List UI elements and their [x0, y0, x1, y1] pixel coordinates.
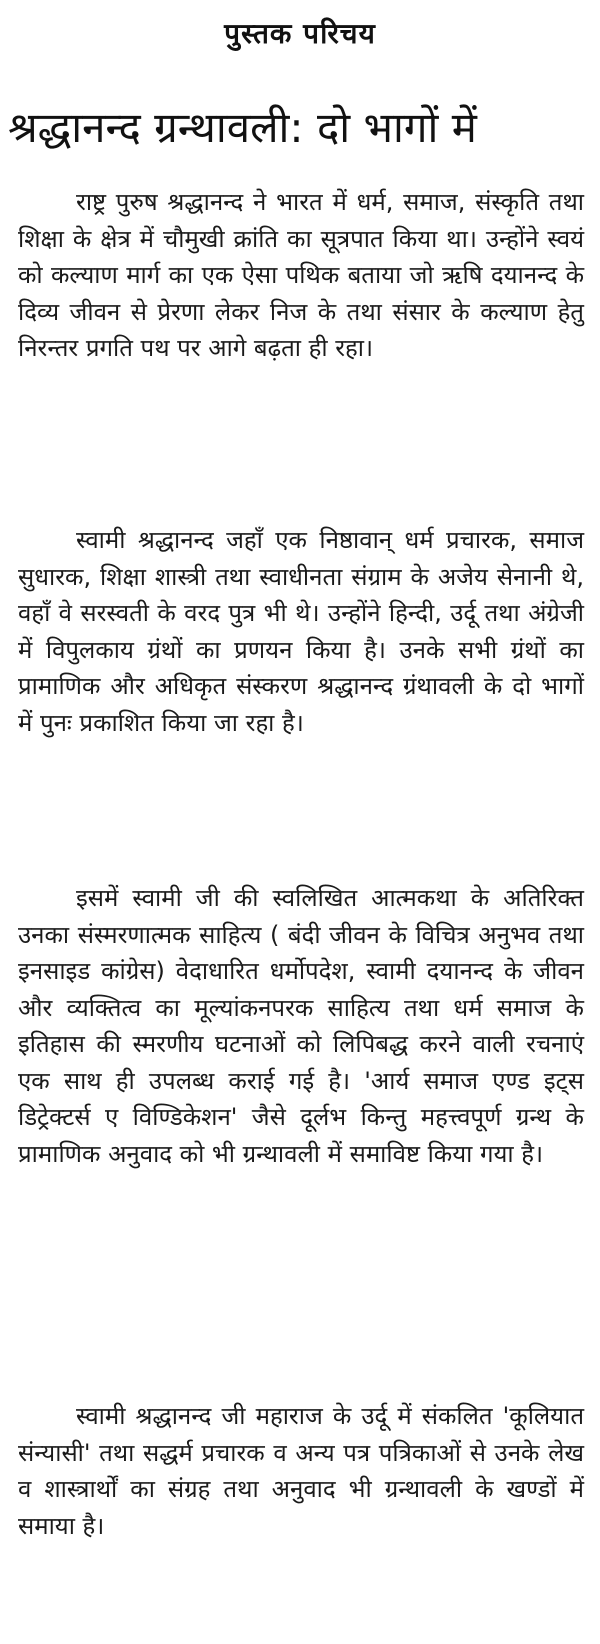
body-paragraph-4: स्वामी श्रद्धानन्द जी महाराज के उर्दू में संकलित 'कूलियात संन्यासी' तथा सद्धर्म प्रचारक व अन्य पत्र पत्रिकाओं से उनके लेख व शास्त्रार्थों का संग्रह तथा अनुवाद भी ग्रन्थावली के खण्डों में समाया है।	[18, 1402, 584, 1540]
article-headline: श्रद्धानन्द ग्रन्थावली: दो भागों में	[8, 103, 477, 152]
body-paragraph-2: स्वामी श्रद्धानन्द जहाँ एक निष्ठावान् धर्म प्रचारक, समाज सुधारक, शिक्षा शास्त्री तथा स्वाधीनता संग्राम के अजेय सेनानी थे, वहाँ वे सरस्वती के वरद पुत्र भी थे। उन्होंने हिन्दी, उर्दू तथा अंग्रेजी में विपुलकाय ग्रंथों का प्रणयन किया है। उनके सभी ग्रंथों का प्रामाणिक और अधिकृत संस्करण श्रद्धानन्द ग्रंथावली के दो भागों में पुनः प्रकाशित किया जा रहा है।	[18, 526, 584, 737]
section-label: पुस्तक परिचय	[224, 17, 376, 50]
body-paragraph-1: राष्ट्र पुरुष श्रद्धानन्द ने भारत में धर्म, समाज, संस्कृति तथा शिक्षा के क्षेत्र में चौमुखी क्रांति का सूत्रपात किया था। उन्होंने स्वयं को कल्याण मार्ग का एक ऐसा पथिक बताया जो ऋषि दयानन्द के दिव्य जीवन से प्रेरणा लेकर निज के तथा संसार के कल्याण हेतु निरन्तर प्रगति पथ पर आगे बढ़ता ही रहा।	[18, 188, 584, 362]
body-paragraph-3: इसमें स्वामी जी की स्वलिखित आत्मकथा के अतिरिक्त उनका संस्मरणात्मक साहित्य ( बंदी जीवन के विचित्र अनुभव तथा इनसाइड कांग्रेस) वेदाधारित धर्मोपदेश, स्वामी दयानन्द के जीवन और व्यक्तित्व का मूल्यांकनपरक साहित्य तथा धर्म समाज के इतिहास की स्मरणीय घटनाओं को लिपिबद्ध करने वाली रचनाएं एक साथ ही उपलब्ध कराई गई है। 'आर्य समाज एण्ड इट्स डिट्रेक्टर्स ए विण्डिकेशन' जैसे दूर्लभ किन्तु महत्त्वपूर्ण ग्रन्थ के प्रामाणिक अनुवाद को भी ग्रन्थावली में समाविष्ट किया गया है।	[18, 884, 584, 1168]
